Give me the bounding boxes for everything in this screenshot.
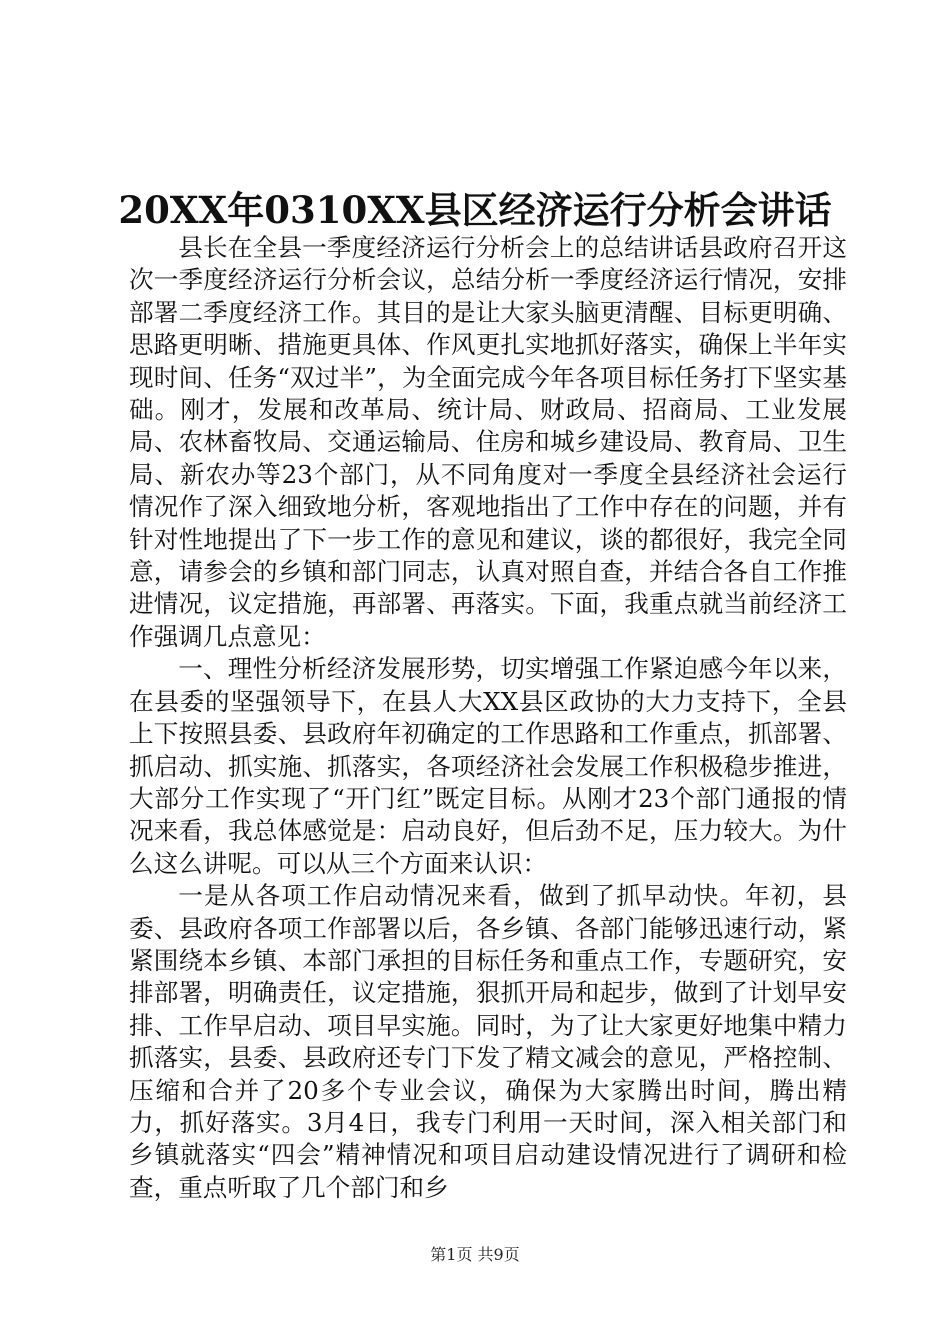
document-body — [129, 232, 847, 1204]
paragraph: 一、理性分析经济发展形势，切实增强工作紧迫感今年以来，在县委的坚强领导下，在县人大XX县区政协的大力支持下，全县上下按照县委、县政府年初确定的工作思路和工作重点，抓部署、抓启动、抓实施、抓落实，各项经济社会发展工作积极稳步推进，大部分工作实现了“开门红”既定目标。从刚才23个部门通报的情况来看，我总体感觉是：启动良好，但后劲不足，压力较大。为什么这么讲呢。可以从三个方面来认识： — [129, 654, 847, 878]
page-footer: 第1页 共9页 — [430, 1245, 520, 1264]
paragraph: 一是从各项工作启动情况来看，做到了抓早动快。年初，县委、县政府各项工作部署以后，各乡镇、各部门能够迅速行动，紧紧围绕本乡镇、本部门承担的目标任务和重点工作，专题研究，安排部署，明确责任，议定措施，狠抓开局和起步，做到了计划早安排、工作早启动、项目早实施。同时，为了让大家更好地集中精力抓落实，县委、县政府还专门下发了精文减会的意见，严格控制、压缩和合并了20多个专业会议，确保为大家腾出时间，腾出精力，抓好落实。3月4日，我专门利用一天时间，深入相关部门和乡镇就落实“四会”精神情况和项目启动建设情况进行了调研和检查，重点听取了几个部门和乡 — [129, 881, 847, 1202]
document-title: 20XX年0310XX县区经济运行分析会讲话 — [118, 188, 832, 232]
paragraph: 县长在全县一季度经济运行分析会上的总结讲话县政府召开这次一季度经济运行分析会议，总结分析一季度经济运行情况，安排部署二季度经济工作。其目的是让大家头脑更清醒、目标更明确、思路更明晰、措施更具体、作风更扎实地抓好落实，确保上半年实现时间、任务“双过半”，为全面完成今年各项目标任务打下坚实基础。刚才，发展和改革局、统计局、财政局、招商局、工业发展局、农林畜牧局、交通运输局、住房和城乡建设局、教育局、卫生局、新农办等23个部门，从不同角度对一季度全县经济社会运行情况作了深入细致地分析，客观地指出了工作中存在的问题，并有针对性地提出了下一步工作的意见和建议，谈的都很好，我完全同意，请参会的乡镇和部门同志，认真对照自查，并结合各自工作推进情况，议定措施，再部署、再落实。下面，我重点就当前经济工作强调几点意见： — [129, 233, 847, 651]
